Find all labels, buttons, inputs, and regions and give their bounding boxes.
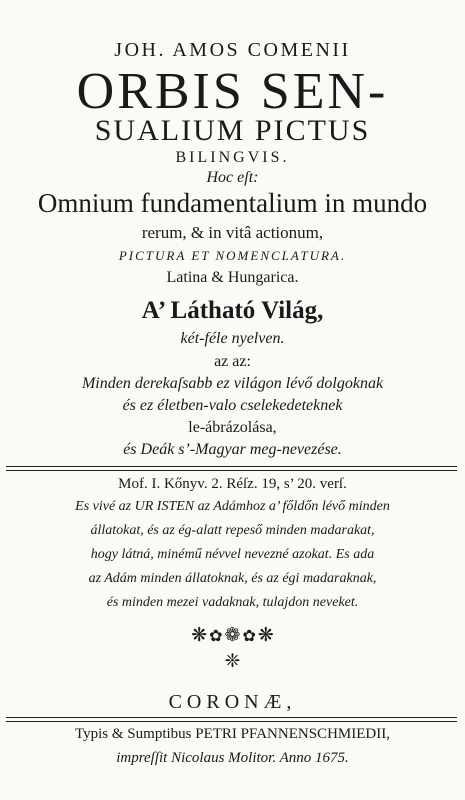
ornament-flower-icon: ❋ (191, 624, 208, 646)
ket-fele-line: két-féle nyelven. (180, 330, 285, 347)
double-rule-top (6, 466, 457, 471)
double-rule-bottom (6, 717, 457, 722)
description-line-3: le-ábrázolása, (188, 419, 277, 436)
ornament-star-icon: ❈ (224, 650, 241, 672)
epigraph-line-4: az Adám minden állatoknak, és az égi madaraknak, (88, 571, 377, 586)
rerum-line: rerum, & in vitâ actionum, (141, 223, 324, 242)
ornament-flower-icon: ✿ (242, 626, 256, 645)
ornament-rosette-icon: ❁ (224, 624, 241, 646)
imprint-typis: Typis & Sumptibus PETRI PFANNENSCHMIEDII, (75, 726, 390, 742)
description-line-4: és Deák s’-Magyar meg-nevezése. (123, 441, 342, 458)
hungarian-title: A’ Látható Világ, (141, 297, 324, 324)
omnium-line: Omnium fundamentalium in mundo (37, 188, 428, 218)
description-line-2: és ez életben-valo cselekedeteknek (122, 397, 343, 414)
bilinguis: BILINGVIS. (175, 149, 290, 166)
epigraph-reference: Mof. I. Kőnyv. 2. Réſz. 19, s’ 20. verſ. (118, 476, 347, 492)
epigraph-line-5: és minden mezei vadaknak, tulajdon neveket. (106, 595, 359, 610)
az-az-line: az az: (214, 353, 251, 370)
description-line-1: Minden derekaſsabb ez világon lévő dolgoknak (81, 375, 384, 392)
printers-ornament (0, 624, 465, 646)
epigraph-line-3: hogy látná, minémű névvel nevezné azokat. Es ada (90, 547, 375, 562)
printers-ornament-bottom (0, 650, 465, 672)
imprint-impressit: impreſſit Nicolaus Molitor. Anno 1675. (116, 750, 349, 766)
epigraph-line-1: Es vivé az UR ISTEN az Adámhoz a’ főldőn lévő minden (75, 499, 390, 514)
author-line: JOH. AMOS COMENII (114, 39, 351, 61)
latina-line: Latina & Hungarica. (166, 269, 299, 286)
imprint-place: CORONÆ, (168, 691, 297, 713)
epigraph-line-2: állatokat, és az ég-alatt repeső minden madarakat, (90, 523, 375, 538)
title-main: ORBIS SEN- (76, 63, 389, 120)
hoc-est: Hoc eſt: (206, 169, 259, 186)
pictura-line: PICTURA ET NOMENCLATURA. (118, 248, 347, 263)
title-sub: SUALIUM PICTUS (94, 114, 371, 147)
ornament-flower-icon: ✿ (209, 626, 223, 645)
ornament-flower-icon: ❋ (257, 624, 274, 646)
